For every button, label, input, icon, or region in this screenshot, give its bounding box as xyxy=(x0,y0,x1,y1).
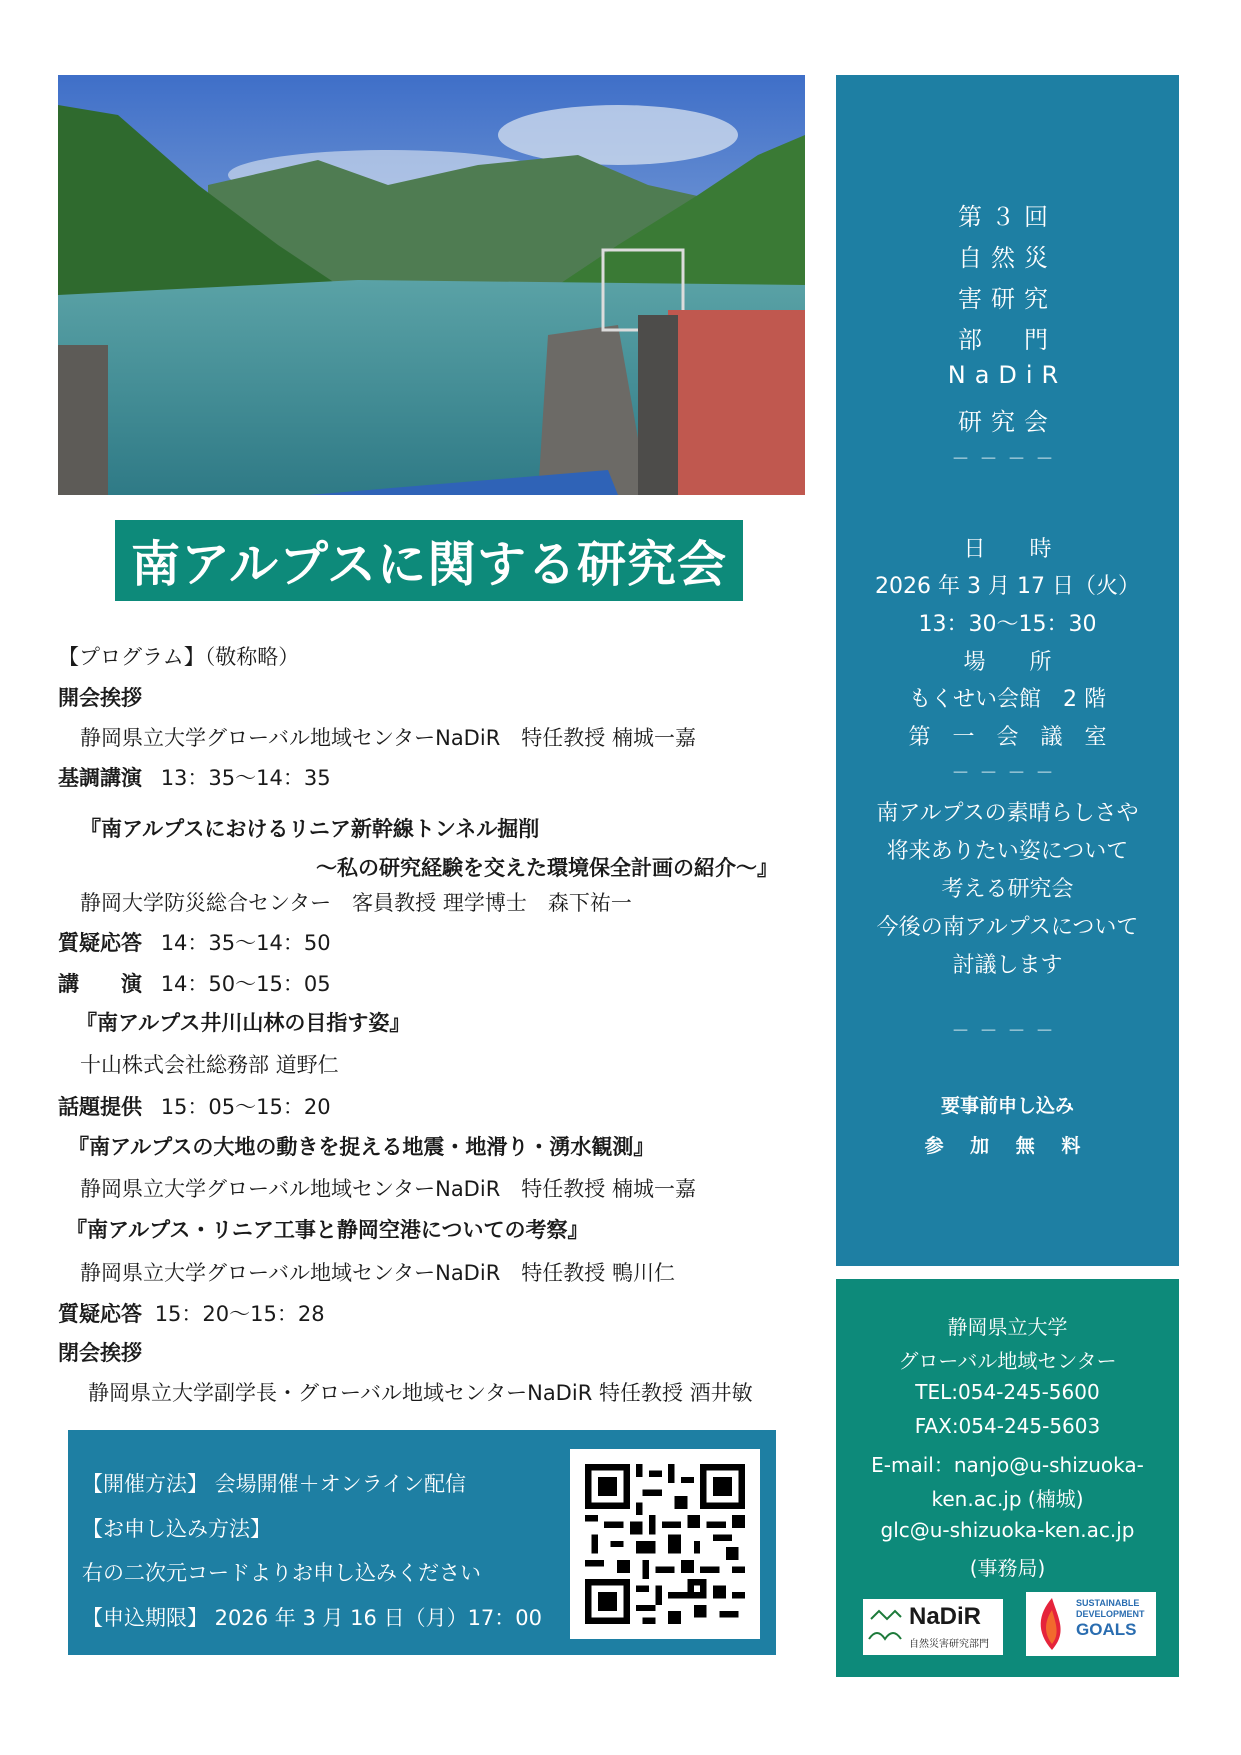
apply-header: 【お申し込み方法】 xyxy=(82,1517,271,1541)
registration-qr-code[interactable] xyxy=(570,1449,760,1639)
qa1-label: 質疑応答 xyxy=(58,931,142,955)
sdgs-flame-icon xyxy=(1028,1592,1076,1656)
panel-title-line-6: 研究会 xyxy=(958,408,1057,436)
sdgs-logo xyxy=(1026,1592,1156,1656)
contact-tel: TEL:054-245-5600 xyxy=(915,1380,1100,1404)
contact-center: グローバル地域センター xyxy=(898,1349,1117,1373)
datetime-label: 日 時 xyxy=(963,537,1052,562)
registration-info-box xyxy=(68,1430,776,1655)
opening-label: 開会挨拶 xyxy=(58,686,142,710)
contact-email-2[interactable]: glc@u-shizuoka-ken.ac.jp xyxy=(880,1518,1135,1542)
event-details-panel xyxy=(836,75,1179,1266)
desc-line-2: 将来ありたい姿について xyxy=(886,839,1129,864)
keynote-label: 基調講演 xyxy=(58,766,142,790)
keynote-time: 13：35～14：35 xyxy=(160,766,331,790)
topic-title-2: 『南アルプス・リニア工事と静岡空港についての考察』 xyxy=(66,1218,589,1242)
method-text: 【開催方法】 会場開催＋オンライン配信 xyxy=(82,1472,467,1496)
place-line-2: 第 一 会 議 室 xyxy=(908,725,1107,750)
nadir-logo-text: NaDiR xyxy=(909,1603,982,1630)
desc-line-3: 考える研究会 xyxy=(941,877,1074,902)
topic-time: 15：05～15：20 xyxy=(160,1095,331,1119)
place-line-1: もくせい会館 2 階 xyxy=(909,687,1106,712)
event-date: 2026 年 3 月 17 日（火） xyxy=(875,574,1140,599)
contact-org: 静岡県立大学 xyxy=(947,1315,1068,1339)
keynote-title-2: ～私の研究経験を交えた環境保全計画の紹介～』 xyxy=(316,856,778,880)
lecture-speaker: 十山株式会社総務部 道野仁 xyxy=(80,1053,339,1077)
desc-line-1: 南アルプスの素晴らしさや xyxy=(876,801,1139,826)
keynote-row xyxy=(58,762,331,792)
contact-email-1-cont: ken.ac.jp (楠城) xyxy=(931,1487,1084,1511)
dam-lake-photo xyxy=(58,75,805,495)
panel-divider-3: －－－－ xyxy=(951,1021,1064,1042)
panel-divider-2: －－－－ xyxy=(951,763,1064,784)
keynote-title-1: 『南アルプスにおけるリニア新幹線トンネル掘削 xyxy=(80,817,540,841)
topic-speaker-2: 静岡県立大学グローバル地域センターNaDiR 特任教授 鴨川仁 xyxy=(80,1261,675,1285)
topic-title-1: 『南アルプスの大地の動きを捉える地震・地滑り・湧水観測』 xyxy=(68,1135,655,1159)
place-label: 場 所 xyxy=(963,650,1052,675)
desc-line-4: 今後の南アルプスについて xyxy=(876,915,1139,940)
registration-required: 要事前申し込み xyxy=(940,1095,1074,1117)
panel-title-line-5: NaDiR xyxy=(947,361,1068,389)
panel-title-line-4: 部 門 xyxy=(958,326,1057,354)
topic-row xyxy=(58,1091,331,1121)
lecture-row xyxy=(58,968,331,998)
qa2-time: 15：20～15：28 xyxy=(154,1302,325,1326)
free-admission: 参 加 無 料 xyxy=(924,1135,1091,1157)
nadir-logo-sub: 自然災害研究部門 xyxy=(909,1639,989,1650)
apply-text: 右の二次元コードよりお申し込みください xyxy=(82,1561,481,1585)
topic-speaker-1: 静岡県立大学グローバル地域センターNaDiR 特任教授 楠城一嘉 xyxy=(80,1177,696,1201)
program-header: 【プログラム】（敬称略） xyxy=(58,645,300,669)
lecture-label: 講 演 xyxy=(58,972,142,996)
panel-divider-1: －－－－ xyxy=(951,449,1064,470)
topic-label: 話題提供 xyxy=(58,1095,142,1119)
lecture-title: 『南アルプス井川山林の目指す姿』 xyxy=(76,1011,411,1035)
closing-label: 閉会挨拶 xyxy=(58,1341,142,1365)
contact-office: (事務局) xyxy=(969,1556,1046,1580)
contact-panel xyxy=(836,1279,1179,1677)
contact-fax: FAX:054-245-5603 xyxy=(914,1414,1101,1438)
qr-code-icon xyxy=(585,1464,745,1624)
desc-line-5: 討議します xyxy=(952,953,1063,978)
panel-title-line-1: 第３回 xyxy=(958,203,1057,231)
panel-title-line-3: 害研究 xyxy=(958,285,1057,313)
closing-speaker: 静岡県立大学副学長・グローバル地域センターNaDiR 特任教授 酒井敏 xyxy=(88,1381,753,1405)
event-title: 南アルプスに関する研究会 xyxy=(115,520,743,601)
contact-email-1[interactable]: E-mail：nanjo@u-shizuoka- xyxy=(871,1453,1144,1477)
qa1-time: 14：35～14：50 xyxy=(160,931,331,955)
sdgs-line-1: SUSTAINABLE xyxy=(1076,1598,1140,1608)
keynote-speaker: 静岡大学防災総合センター 客員教授 理学博士 森下祐一 xyxy=(80,891,632,915)
sdgs-line-3: GOALS xyxy=(1076,1620,1137,1639)
panel-title-line-2: 自然災 xyxy=(958,244,1057,272)
qa2-row xyxy=(58,1298,325,1328)
sdgs-line-2: DEVELOPMENT xyxy=(1076,1609,1145,1619)
lecture-time: 14：50～15：05 xyxy=(160,972,331,996)
nadir-logo xyxy=(863,1599,1003,1655)
deadline-text: 【申込期限】 2026 年 3 月 16 日（月）17：00 xyxy=(82,1606,543,1630)
qa1-row xyxy=(58,927,331,957)
opening-speaker: 静岡県立大学グローバル地域センターNaDiR 特任教授 楠城一嘉 xyxy=(80,726,696,750)
event-time: 13：30～15：30 xyxy=(918,612,1097,637)
qa2-label: 質疑応答 xyxy=(58,1302,142,1326)
